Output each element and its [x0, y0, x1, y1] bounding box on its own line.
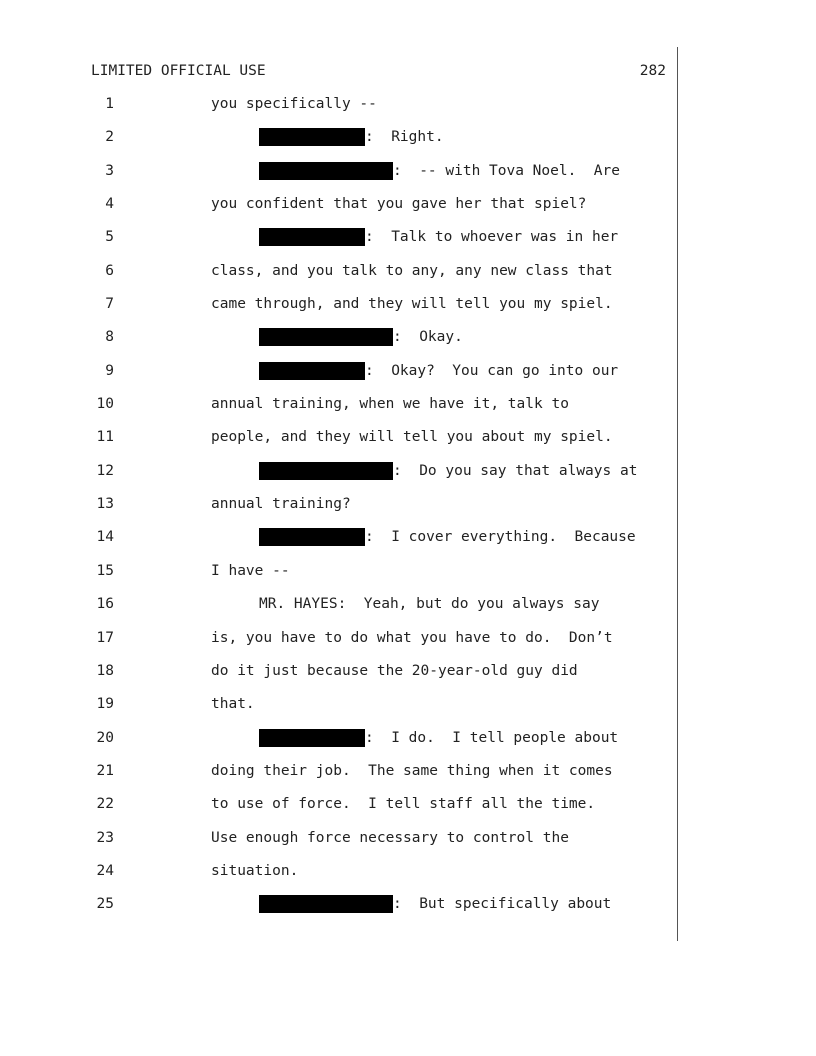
- transcript-line: [0, 228, 676, 261]
- line-text: [211, 795, 595, 813]
- line-text: [259, 895, 611, 913]
- transcript-line: [0, 495, 676, 528]
- line-text: [211, 395, 569, 413]
- redaction-block: [259, 328, 393, 346]
- line-content: : Do you say that always at: [393, 462, 638, 479]
- line-text: [259, 729, 618, 747]
- line-content: : I do. I tell people about: [365, 729, 619, 746]
- line-number: 11: [96, 429, 114, 446]
- redaction-block: [259, 895, 393, 913]
- line-content: Use enough force necessary to control the: [211, 829, 569, 846]
- line-text: [259, 528, 636, 546]
- transcript-line: [0, 128, 676, 161]
- transcript-lines: [0, 95, 676, 929]
- line-content: situation.: [211, 862, 299, 879]
- line-content: annual training?: [211, 496, 351, 513]
- line-content: do it just because the 20-year-old guy did: [211, 662, 578, 679]
- redaction-block: [259, 228, 365, 246]
- line-number: 1: [105, 96, 114, 112]
- line-content: : Talk to whoever was in her: [365, 229, 619, 246]
- line-content: to use of force. I tell staff all the time.: [211, 796, 596, 813]
- redaction-block: [259, 162, 393, 180]
- transcript-line: [0, 162, 676, 195]
- transcript-line: [0, 195, 676, 228]
- line-content: MR. HAYES: Yeah, but do you always say: [259, 596, 600, 613]
- line-number: 20: [96, 729, 114, 746]
- line-number: 10: [96, 396, 114, 413]
- line-number: 7: [105, 296, 114, 313]
- line-content: that.: [211, 696, 255, 713]
- line-text: [259, 595, 599, 613]
- line-content: people, and they will tell you about my spiel.: [211, 429, 613, 446]
- transcript-line: [0, 762, 676, 795]
- line-text: [211, 95, 377, 113]
- transcript-line: [0, 395, 676, 428]
- line-number: 16: [96, 596, 114, 613]
- line-text: [259, 328, 463, 346]
- line-text: [211, 262, 613, 280]
- line-text: [211, 495, 351, 513]
- redaction-block: [259, 528, 365, 546]
- line-number: 19: [96, 696, 114, 713]
- line-content: doing their job. The same thing when it comes: [211, 762, 613, 779]
- classification-header: LIMITED OFFICIAL USE: [91, 63, 266, 79]
- line-number: 24: [96, 862, 114, 879]
- line-text: [259, 162, 620, 180]
- redaction-block: [259, 128, 365, 146]
- line-text: [211, 629, 613, 647]
- transcript-line: [0, 862, 676, 895]
- transcript-line: [0, 829, 676, 862]
- line-text: [211, 662, 578, 680]
- line-number: 3: [105, 162, 114, 179]
- line-content: : Okay.: [393, 329, 463, 346]
- line-number: 22: [96, 796, 114, 813]
- line-content: : But specifically about: [393, 896, 612, 913]
- line-content: : I cover everything. Because: [365, 529, 636, 546]
- line-number: 12: [96, 462, 114, 479]
- line-number: 4: [105, 196, 114, 213]
- line-content: : -- with Tova Noel. Are: [393, 162, 620, 179]
- line-number: 18: [96, 662, 114, 679]
- line-number: 13: [96, 496, 114, 513]
- line-text: [211, 762, 613, 780]
- line-text: [211, 695, 255, 713]
- line-content: : Right.: [365, 129, 444, 146]
- line-number: 25: [96, 896, 114, 913]
- transcript-line: [0, 629, 676, 662]
- line-content: you specifically --: [211, 96, 377, 112]
- line-text: [211, 295, 613, 313]
- transcript-line: [0, 595, 676, 628]
- transcript-line: [0, 262, 676, 295]
- page-number: 282: [639, 63, 666, 79]
- line-text: [259, 228, 618, 246]
- line-text: [211, 195, 586, 213]
- redaction-block: [259, 729, 365, 747]
- redaction-block: [259, 462, 393, 480]
- transcript-line: [0, 328, 676, 361]
- transcript-line: [0, 428, 676, 461]
- line-number: 17: [96, 629, 114, 646]
- transcript-line: [0, 462, 676, 495]
- right-margin-rule: [677, 47, 678, 941]
- line-number: 21: [96, 762, 114, 779]
- transcript-line: [0, 895, 676, 928]
- line-content: annual training, when we have it, talk to: [211, 396, 569, 413]
- redaction-block: [259, 362, 365, 380]
- line-number: 23: [96, 829, 114, 846]
- transcript-line: [0, 528, 676, 561]
- transcript-line: [0, 695, 676, 728]
- line-content: class, and you talk to any, any new class that: [211, 262, 613, 279]
- line-number: 6: [105, 262, 114, 279]
- line-text: [211, 829, 569, 847]
- line-text: [259, 362, 618, 380]
- transcript-line: [0, 562, 676, 595]
- line-content: you confident that you gave her that spiel?: [211, 196, 587, 213]
- line-content: : Okay? You can go into our: [365, 362, 619, 379]
- line-text: [211, 562, 290, 580]
- line-content: I have --: [211, 562, 290, 579]
- transcript-line: [0, 362, 676, 395]
- transcript-line: [0, 729, 676, 762]
- line-text: [211, 428, 613, 446]
- transcript-line: [0, 95, 676, 128]
- line-number: 15: [96, 562, 114, 579]
- transcript-line: [0, 795, 676, 828]
- line-text: [259, 462, 637, 480]
- line-number: 14: [96, 529, 114, 546]
- line-number: 9: [105, 362, 114, 379]
- line-number: 5: [105, 229, 114, 246]
- line-text: [211, 862, 298, 880]
- line-number: 2: [105, 129, 114, 146]
- line-content: is, you have to do what you have to do. Don’t: [211, 629, 613, 646]
- line-content: came through, and they will tell you my spiel.: [211, 296, 613, 313]
- transcript-line: [0, 662, 676, 695]
- line-text: [259, 128, 444, 146]
- transcript-line: [0, 295, 676, 328]
- line-number: 8: [105, 329, 114, 346]
